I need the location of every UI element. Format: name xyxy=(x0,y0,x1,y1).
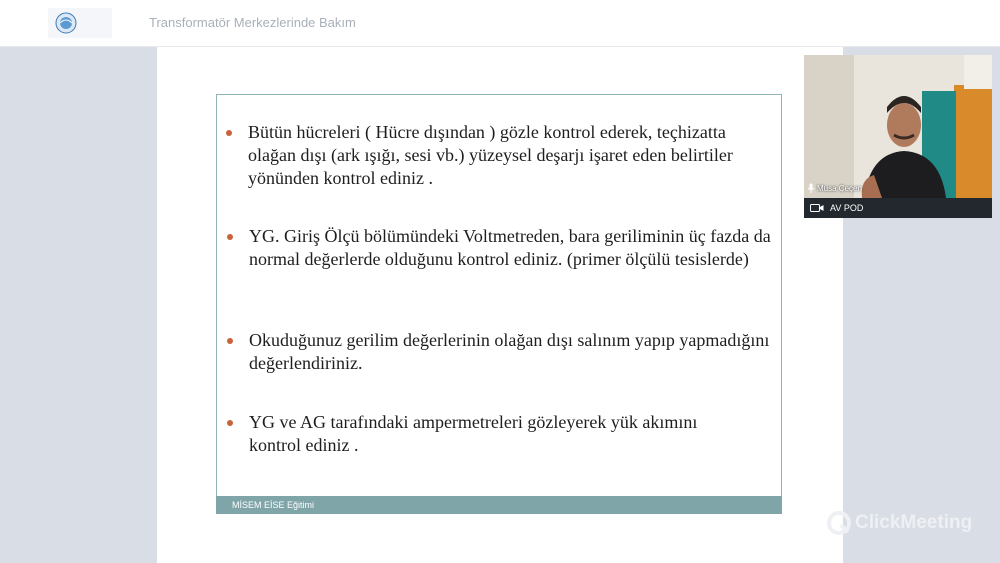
globe-logo-icon xyxy=(54,11,78,35)
bullet-dot-icon xyxy=(227,234,233,240)
bullet-dot-icon xyxy=(226,130,232,136)
bullet-dot-icon xyxy=(227,420,233,426)
bullet-text: Okuduğunuz gerilim değerlerinin olağan dışı salınım yapıp yapmadığını değerlendiriniz. xyxy=(249,330,770,373)
device-bar xyxy=(804,198,992,218)
bullet-text: YG ve AG tarafındaki ampermetreleri gözleyerek yük akımını kontrol ediniz . xyxy=(249,412,698,455)
participant-name: Musa Çeçen xyxy=(817,183,862,193)
device-label: AV POD xyxy=(830,203,864,213)
participant-video-feed xyxy=(804,55,992,198)
meeting-title: Transformatör Merkezlerinde Bakım xyxy=(149,15,356,30)
top-bar xyxy=(0,0,1000,47)
bullet-item xyxy=(227,411,749,457)
microphone-icon xyxy=(807,183,815,193)
clickmeeting-watermark xyxy=(827,511,972,535)
slide-footer: MİSEM EİSE Eğitimi xyxy=(216,496,782,514)
bullet-dot-icon xyxy=(227,338,233,344)
organization-logo xyxy=(48,8,112,38)
participant-video-tile[interactable] xyxy=(804,55,992,218)
bullet-item xyxy=(227,329,779,375)
participant-name-tag xyxy=(807,183,862,193)
watermark-text: ClickMeeting xyxy=(855,512,973,533)
bullet-item xyxy=(227,225,789,271)
slide xyxy=(216,94,782,514)
bullet-text: YG. Giriş Ölçü bölümündeki Voltmetreden, bara geriliminin üç fazda da normal değerlerde olduğunu kontrol ediniz. (primer ölçülü tesislerde) xyxy=(249,226,771,269)
slide-bullets xyxy=(217,95,781,513)
clickmeeting-logo-icon xyxy=(827,511,851,535)
bullet-text: Bütün hücreleri ( Hücre dışından ) gözle kontrol ederek, teçhizatta olağan dışı (ark ışığı, sesi vb.) yüzeysel deşarjı işaret eden belirtiler yönünden kontrol ediniz . xyxy=(248,122,733,188)
camera-icon xyxy=(810,203,824,213)
bullet-item xyxy=(226,121,778,190)
